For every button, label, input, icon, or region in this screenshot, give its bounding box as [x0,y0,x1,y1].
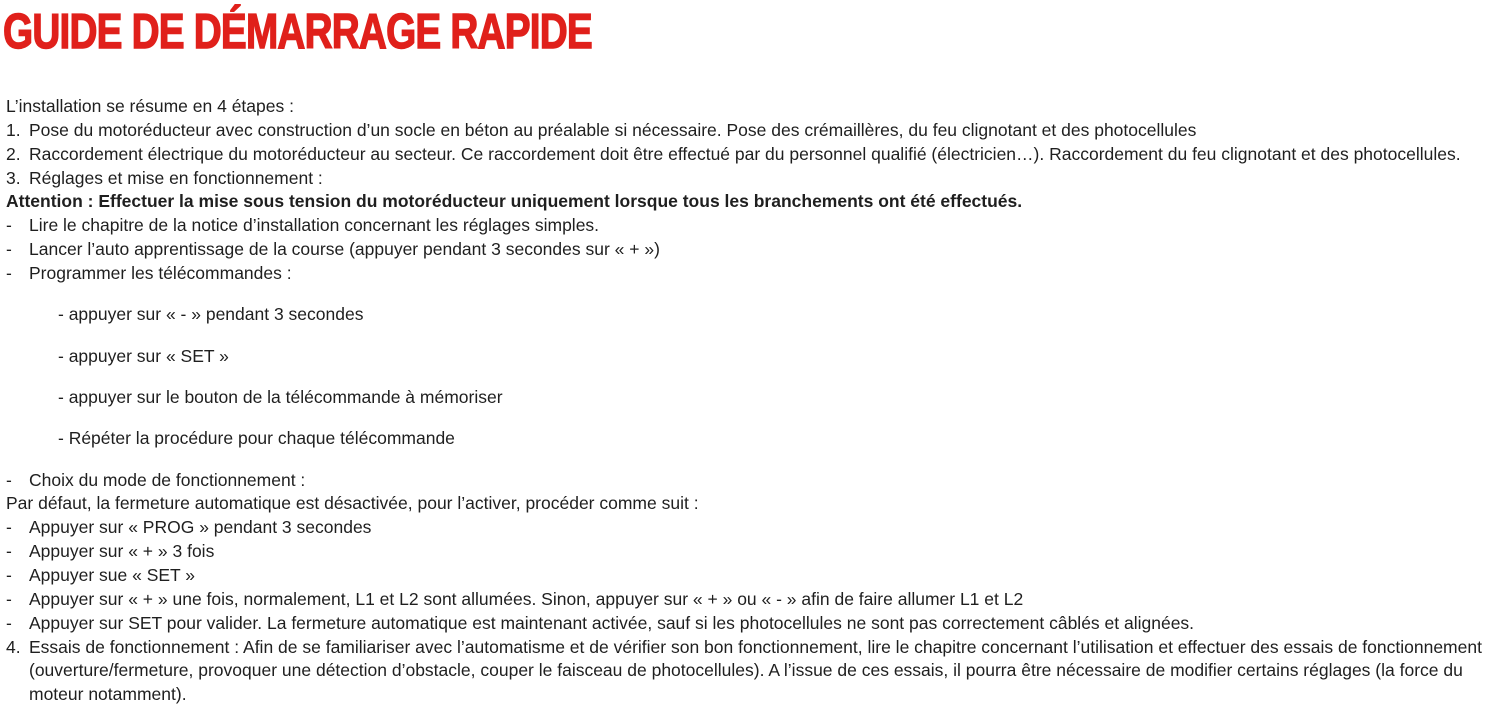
dash-marker: - [6,612,12,633]
step-1 [6,119,1496,143]
list-item-text: Lancer l’auto apprentissage de la course (appuyer pendant 3 secondes sur « + ») [29,239,660,260]
step-2-text: Raccordement électrique du motoréducteur au secteur. Ce raccordement doit être effectué par du personnel qualifié (électricien…). Raccordement du feu clignotant et des photocellules. [29,143,1461,164]
attention-warning: Attention : Effectuer la mise sous tension du motoréducteur uniquement lorsque tous les branchements ont été effectués. [6,191,1023,212]
list-item-text: Appuyer sur SET pour valider. La fermeture automatique est maintenant activée, sauf si les photocellules ne sont pas correctement câblés et alignées. [29,612,1195,633]
sub-step: - Répéter la procédure pour chaque télécommande [58,428,455,449]
step-4-text: Essais de fonctionnement : Afin de se familiariser avec l’automatisme et de vérifier son bon fonctionnement, lire le chapitre concernant l’utilisation et effectuer des essais de fonctionnement (ouverture/fermeture, provoquer une détection d’obstacle, couper le faisceau de photocellules). A l’issue de ces essais, il pourra être nécessaire de modifier certains réglages (la force du moteur notamment). [29,636,1482,705]
dash-marker: - [6,565,12,585]
dash-marker: - [6,262,12,283]
list-item [6,469,1496,493]
guide-content [6,95,1496,707]
list-item-text: Appuyer sur « + » 3 fois [29,541,215,562]
dash-marker: - [6,215,12,236]
list-item [6,588,1496,612]
list-item-text: Appuyer sue « SET » [29,565,196,585]
list-item-text: Lire le chapitre de la notice d’installation concernant les réglages simples. [29,215,600,236]
list-item [6,516,1496,540]
step-3-text: Réglages et mise en fonctionnement : [29,167,323,188]
page-title: GUIDE DE DÉMARRAGE RAPIDE [3,5,592,59]
dash-marker: - [6,541,12,562]
step-4-number: 4. [6,636,21,657]
intro-text: L’installation se résume en 4 étapes : [6,96,294,116]
dash-marker: - [6,517,12,538]
list-item [6,214,1496,238]
list-item [6,262,1496,286]
list-item [6,612,1496,636]
list-item-text: Choix du mode de fonctionnement : [29,469,306,490]
list-item-text: Appuyer sur « PROG » pendant 3 secondes [29,517,372,538]
default-mode-text: Par défaut, la fermeture automatique est désactivée, pour l’activer, procéder comme suit : [6,493,699,514]
step-2-number: 2. [6,143,21,164]
list-item [6,564,1496,588]
step-1-text: Pose du motoréducteur avec construction d’un socle en béton au préalable si nécessaire. Pose des crémaillères, du feu clignotant et des photocellules [29,119,1197,140]
dash-marker: - [6,469,12,490]
list-item-text: Programmer les télécommandes : [29,262,292,283]
step-3-number: 3. [6,167,21,188]
sub-step: - appuyer sur « SET » [58,345,229,366]
step-3 [6,167,1496,191]
list-item-text: Appuyer sur « + » une fois, normalement, L1 et L2 sont allumées. Sinon, appuyer sur « + » ou « - » afin de faire allumer L1 et L2 [29,588,1024,609]
sub-step: - appuyer sur « - » pendant 3 secondes [58,304,364,325]
dash-marker: - [6,588,12,609]
step-1-number: 1. [6,119,21,140]
step-2 [6,143,1496,167]
step-4 [6,636,1496,707]
dash-marker: - [6,239,12,260]
list-item [6,238,1496,262]
list-item [6,540,1496,564]
sub-step: - appuyer sur le bouton de la télécommande à mémoriser [58,386,503,407]
